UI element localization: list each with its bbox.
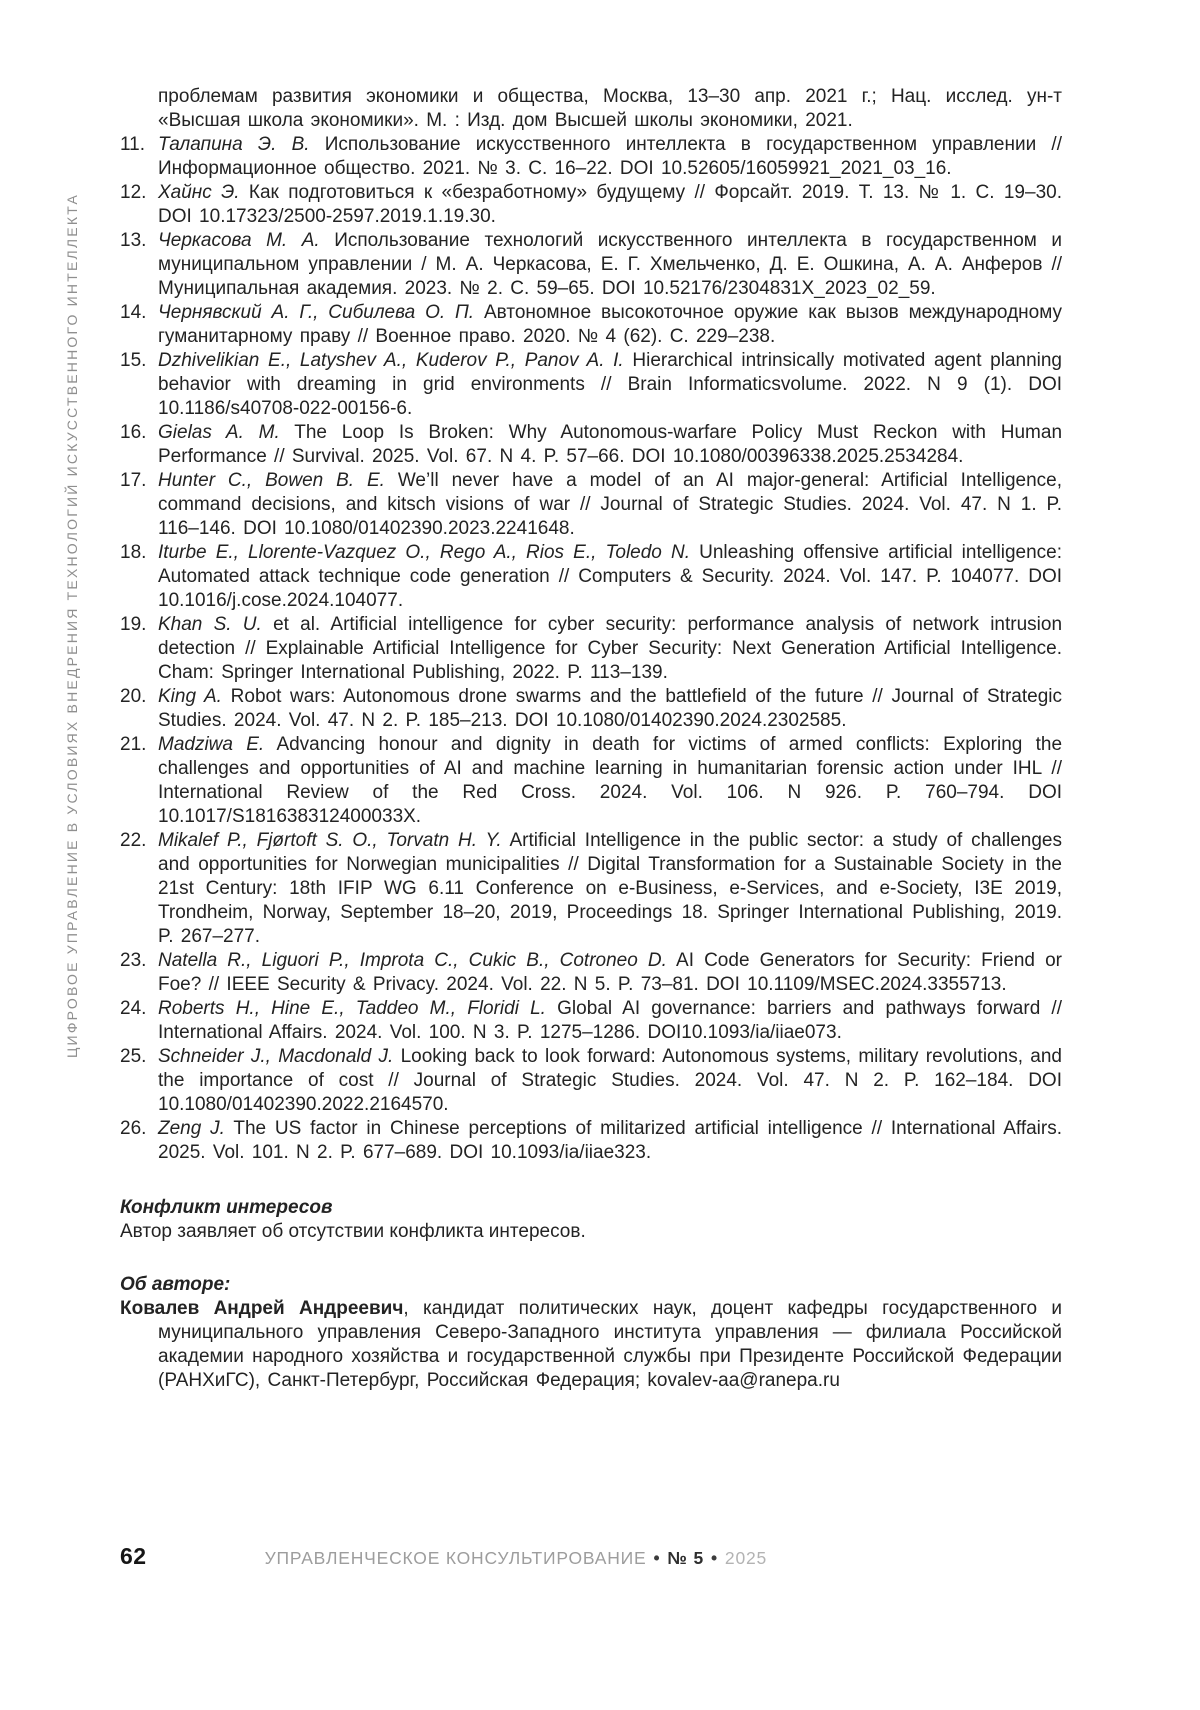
reference-authors: Gielas A. M.	[158, 422, 280, 443]
reference-number: 12.	[120, 182, 147, 203]
references-section	[120, 85, 1062, 1393]
journal-title: УПРАВЛЕНЧЕСКОЕ КОНСУЛЬТИРОВАНИЕ	[264, 1548, 647, 1568]
reference-item	[120, 1117, 1062, 1165]
reference-text: Iturbe E., Llorente-Vazquez O., Rego A., Rios E., Toledo N. Unleashing offensive artificial intelligence: Automated attack technique code generation // Computers & Security. 2024. Vol. 147. P. 104077. DOI 10.1016/j.cose.2024.104077.	[158, 542, 1062, 611]
reference-text: Khan S. U. et al. Artificial intelligence for cyber security: performance analysis of network intrusion detection // Explainable Artificial Intelligence for Cyber Security: Next Generation Artificial Intelligence. Cham: Springer International Publishing, 2022. P. 113–139.	[158, 614, 1063, 683]
reference-authors: Хайнс Э.	[158, 182, 240, 203]
reference-text: Natella R., Liguori P., Improta C., Cukic B., Cotroneo D. AI Code Generators for Security: Friend or Foe? // IEEE Security & Privacy. 2024. Vol. 22. N 5. P. 73–81. DOI 10.1109/MSEC.2024.3355713.	[158, 950, 1062, 995]
reference-item	[120, 829, 1062, 949]
reference-number: 13.	[120, 230, 147, 251]
reference-authors: Zeng J.	[158, 1118, 225, 1139]
reference-item	[120, 469, 1062, 541]
issue-number: № 5	[667, 1548, 704, 1568]
page-number: 62	[120, 1543, 147, 1569]
reference-number: 15.	[120, 350, 147, 371]
reference-text: проблемам развития экономики и общества, Москва, 13–30 апр. 2021 г.; Нац. исслед. ун-т «Высшая школа экономики». М. : Изд. дом Высшей школы экономики, 2021.	[158, 86, 1062, 131]
reference-authors: Khan S. U.	[158, 614, 262, 635]
page-footer	[120, 1543, 1062, 1570]
footer-separator-icon: •	[710, 1548, 718, 1568]
reference-number: 19.	[120, 614, 147, 635]
reference-text: Roberts H., Hine E., Taddeo M., Floridi L. Global AI governance: barriers and pathways forward // International Affairs. 2024. Vol. 100. N 3. P. 1275–1286. DOI10.1093/ia/iiae073.	[158, 998, 1062, 1043]
reference-authors: Dzhivelikian E., Latyshev A., Kuderov P., Panov A. I.	[158, 350, 624, 371]
reference-authors: Schneider J., Macdonald J.	[158, 1046, 394, 1067]
reference-item	[120, 541, 1062, 613]
reference-item	[120, 733, 1062, 829]
conflict-of-interest-section	[120, 1196, 1062, 1244]
reference-number: 18.	[120, 542, 147, 563]
sidebar-vertical-text: ЦИФРОВОЕ УПРАВЛЕНИЕ В УСЛОВИЯХ ВНЕДРЕНИЯ ТЕХНОЛОГИЙ ИСКУССТВЕННОГО ИНТЕЛЛЕКТА	[64, 192, 80, 1058]
reference-authors: Iturbe E., Llorente-Vazquez O., Rego A., Rios E., Toledo N.	[158, 542, 690, 563]
author-bio-text: , кандидат политических наук, доцент кафедры государственного и муниципального управления Северо-Западного института управления — филиала Российской академии народного хозяйства и государственной службы при Президенте Российской Федерации (РАНХиГС), Санкт-Петербург, Российская Федерация; kovalev-aa@ranepa.ru	[158, 1298, 1062, 1391]
reference-number: 26.	[120, 1118, 147, 1139]
about-heading: Об авторе:	[120, 1274, 231, 1295]
reference-text: Mikalef P., Fjørtoft S. O., Torvatn H. Y. Artificial Intelligence in the public sector: a study of challenges and opportunities for Norwegian municipalities // Digital Transformation for a Sustainable Society in the 21st Century: 18th IFIP WG 6.11 Conference on e-Business, e-Services, and e-Society, I3E 2019, Trondheim, Norway, September 18–20, 2019, Proceedings 18. Springer International Publishing, 2019. P. 267–277.	[158, 830, 1062, 947]
reference-number	[120, 85, 158, 133]
reference-authors: Mikalef P., Fjørtoft S. O., Torvatn H. Y.	[158, 830, 502, 851]
reference-text: Madziwa E. Advancing honour and dignity in death for victims of armed conflicts: Exploring the challenges and opportunities of AI and machine learning in humanitarian forensic action under IHL // International Review of the Red Cross. 2024. Vol. 106. N 926. P. 760–794. DOI 10.1017/S181638312400033X.	[158, 734, 1063, 827]
reference-authors: King A.	[158, 686, 222, 707]
about-author-section	[120, 1273, 1062, 1393]
reference-number: 24.	[120, 998, 147, 1019]
reference-number: 21.	[120, 734, 147, 755]
reference-number: 22.	[120, 830, 147, 851]
reference-item	[120, 301, 1062, 349]
reference-item	[120, 949, 1062, 997]
reference-authors: Талапина Э. В.	[158, 134, 310, 155]
author-name: Ковалев Андрей Андреевич	[120, 1298, 404, 1319]
reference-text: Schneider J., Macdonald J. Looking back to look forward: Autonomous systems, military revolutions, and the importance of cost // Journal of Strategic Studies. 2024. Vol. 47. N 2. P. 162–184. DOI 10.1080/01402390.2022.2164570.	[158, 1046, 1062, 1115]
footer-separator-icon: •	[653, 1548, 661, 1568]
reference-authors: Roberts H., Hine E., Taddeo M., Floridi L.	[158, 998, 546, 1019]
reference-number: 11.	[120, 134, 146, 155]
reference-authors: Madziwa E.	[158, 734, 265, 755]
reference-text: King A. Robot wars: Autonomous drone swarms and the battlefield of the future // Journal of Strategic Studies. 2024. Vol. 47. N 2. P. 185–213. DOI 10.1080/01402390.2024.2302585.	[158, 686, 1062, 731]
reference-text: Hunter C., Bowen B. E. We’ll never have a model of an AI major-general: Artificial Intelligence, command decisions, and kitsch visions of war // Journal of Strategic Studies. 2024. Vol. 47. N 1. P. 116–146. DOI 10.1080/01402390.2023.2241648.	[158, 470, 1063, 539]
reference-number: 25.	[120, 1046, 147, 1067]
reference-item	[120, 1045, 1062, 1117]
reference-item	[120, 85, 1062, 133]
journal-title-line	[265, 1548, 767, 1569]
reference-item	[120, 181, 1062, 229]
reference-text: Чернявский А. Г., Сибилева О. П. Автономное высокоточное оружие как вызов международному гуманитарному праву // Военное право. 2020. № 4 (62). С. 229–238.	[158, 302, 1062, 347]
conflict-body: Автор заявляет об отсутствии конфликта интересов.	[120, 1221, 586, 1242]
author-bio	[120, 1297, 1062, 1393]
reference-authors: Hunter C., Bowen B. E.	[158, 470, 385, 491]
reference-item	[120, 997, 1062, 1045]
reference-list	[120, 85, 1062, 1165]
reference-number: 16.	[120, 422, 147, 443]
reference-number: 17.	[120, 470, 147, 491]
reference-number: 23.	[120, 950, 147, 971]
reference-authors: Черкасова М. А.	[158, 230, 320, 251]
conflict-heading: Конфликт интересов	[120, 1197, 333, 1218]
reference-authors: Чернявский А. Г., Сибилева О. П.	[158, 302, 475, 323]
reference-text: Zeng J. The US factor in Chinese perceptions of militarized artificial intelligence // International Affairs. 2025. Vol. 101. N 2. P. 677–689. DOI 10.1093/ia/iiae323.	[158, 1118, 1063, 1163]
reference-item	[120, 613, 1062, 685]
reference-authors: Natella R., Liguori P., Improta C., Cukic B., Cotroneo D.	[158, 950, 667, 971]
reference-text: Талапина Э. В. Использование искусственного интеллекта в государственном управлении // Информационное общество. 2021. № 3. С. 16–22. DOI 10.52605/16059921_2021_03_16.	[158, 134, 1062, 179]
footer-year: 2025	[724, 1548, 768, 1568]
reference-text: Черкасова М. А. Использование технологий искусственного интеллекта в государственном и муниципальном управлении / М. А. Черкасова, Е. Г. Хмельченко, Д. Е. Ошкина, А. А. Анферов // Муниципальная академия. 2023. № 2. С. 59–65. DOI 10.52176/2304831X_2023_02_59.	[158, 230, 1062, 299]
reference-text: Хайнс Э. Как подготовиться к «безработному» будущему // Форсайт. 2019. Т. 13. № 1. С. 19–30. DOI 10.17323/2500-2597.2019.1.19.30.	[158, 182, 1062, 227]
reference-item	[120, 349, 1062, 421]
reference-number: 20.	[120, 686, 147, 707]
reference-item	[120, 421, 1062, 469]
reference-item	[120, 685, 1062, 733]
reference-item	[120, 229, 1062, 301]
reference-item	[120, 133, 1062, 181]
reference-number: 14.	[120, 302, 147, 323]
reference-text: Gielas A. M. The Loop Is Broken: Why Autonomous-warfare Policy Must Reckon with Human Performance // Survival. 2025. Vol. 67. N 4. P. 57–66. DOI 10.1080/00396338.2025.2534284.	[158, 422, 1063, 467]
reference-text: Dzhivelikian E., Latyshev A., Kuderov P., Panov A. I. Hierarchical intrinsically motivated agent planning behavior with dreaming in grid environments // Brain Informaticsvolume. 2022. N 9 (1). DOI 10.1186/s40708-022-00156-6.	[158, 350, 1063, 419]
